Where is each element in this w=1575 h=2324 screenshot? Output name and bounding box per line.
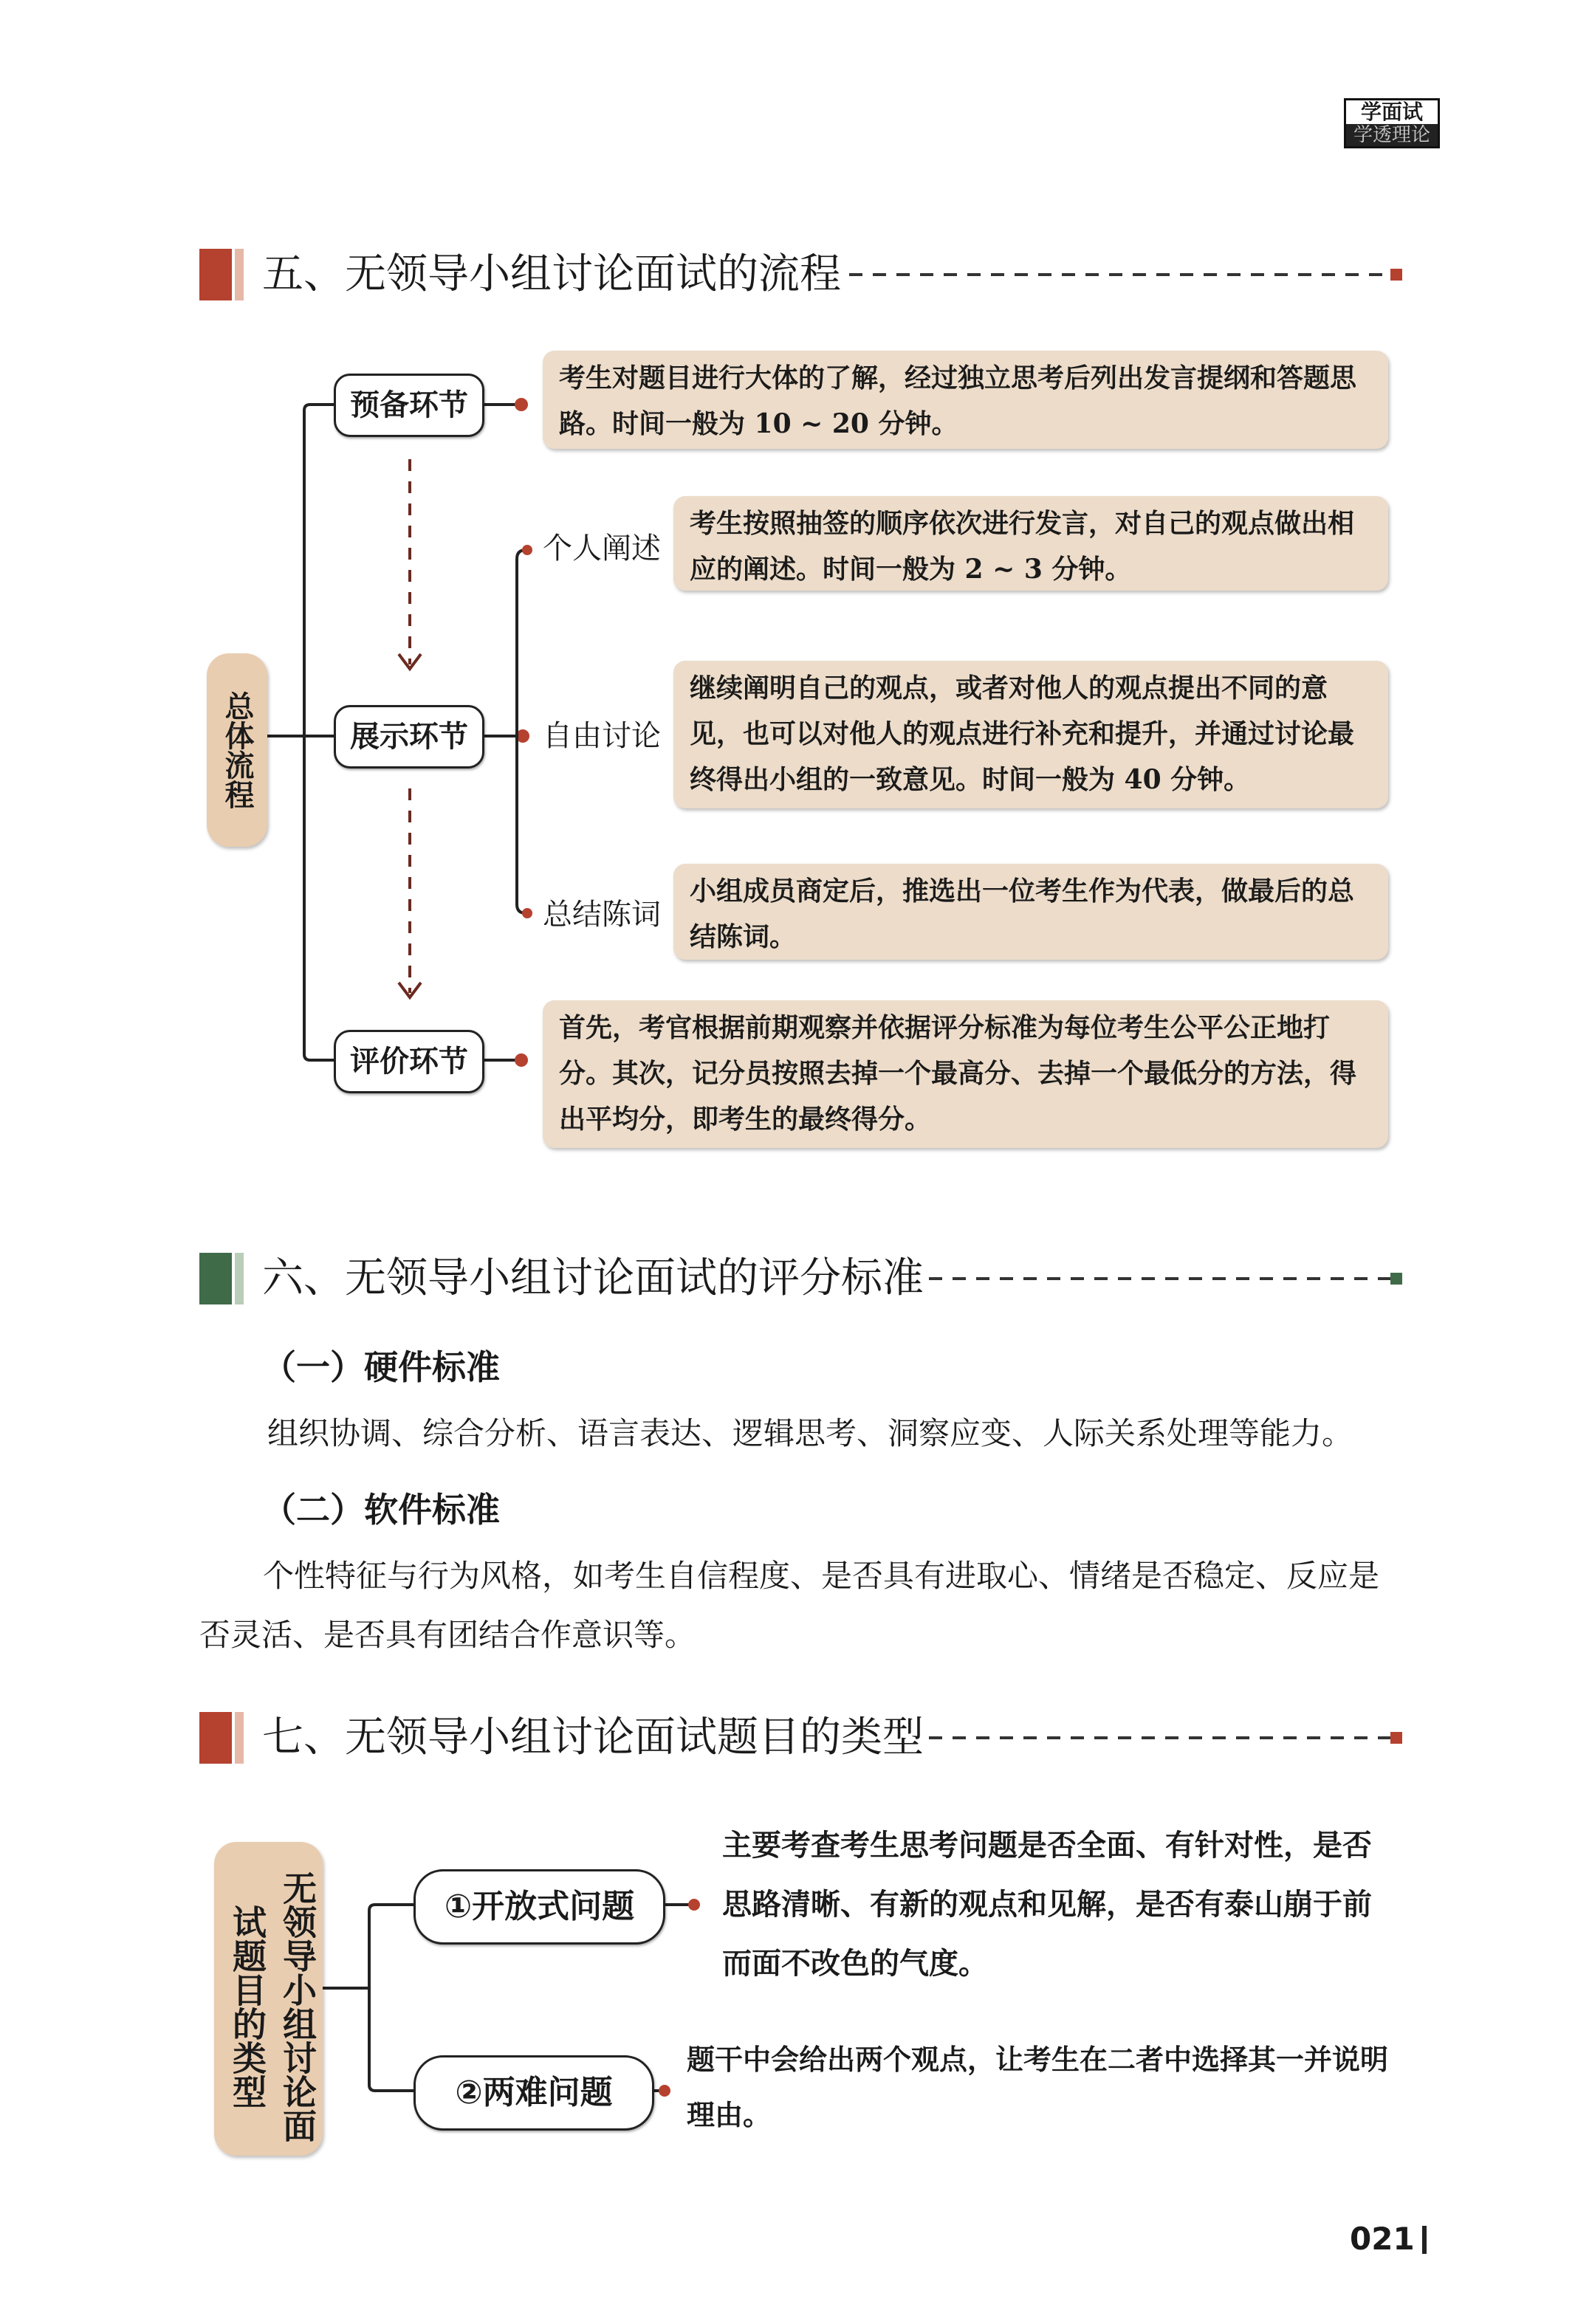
stage-presentation-label: 展示环节	[350, 720, 468, 754]
heading-marker	[199, 249, 232, 300]
logo-top: 学面试	[1346, 100, 1438, 124]
note-preparation: 考生对题目进行大体的了解，经过独立思考后列出发言提纲和答题思路。时间一般为 10 ~ 20 分钟。	[543, 351, 1388, 449]
stage-presentation	[334, 705, 484, 769]
note-personal-statement: 考生按照抽签的顺序依次进行发言，对自己的观点做出相应的阐述。时间一般为 2 ~ 3 分钟。	[673, 496, 1388, 591]
logo-bottom: 学透理论	[1346, 124, 1438, 146]
section-6-title: 六、无领导小组讨论面试的评分标准	[262, 1254, 924, 1302]
note-closing-statement: 小组成员商定后，推选出一位考生作为代表，做最后的总结陈词。	[673, 864, 1388, 960]
section-7-title: 七、无领导小组讨论面试题目的类型	[262, 1713, 924, 1761]
soft-standard-heading: （二）软件标准	[262, 1490, 500, 1530]
stage-preparation: 预备环节	[334, 374, 484, 437]
heading-marker-stripe	[235, 1253, 244, 1304]
substep-free-discussion: 自由讨论	[543, 719, 661, 753]
type-open-question: ①开放式问题	[414, 1869, 665, 1945]
stage-evaluation: 评价环节	[334, 1030, 484, 1093]
soft-standard-text: 个性特征与行为风格，如考生自信程度、是否具有进取心、情绪是否稳定、反应是否灵活、是否具有团结合作意识等。	[199, 1558, 1380, 1653]
substep-closing-statement: 总结陈词	[543, 898, 661, 932]
series-logo	[1344, 98, 1440, 148]
root-total-process: 总体流程	[207, 653, 267, 847]
heading-marker	[199, 1253, 232, 1304]
heading-marker	[199, 1712, 232, 1764]
hard-standard-text: 组织协调、综合分析、语言表达、逻辑思考、洞察应变、人际关系处理等能力。	[267, 1415, 1353, 1451]
open-question-text: 主要考查考生思考问题是否全面、有针对性，是否思路清晰、有新的观点和见解，是否有泰山崩于前而面不改色的气度。	[722, 1828, 1372, 1981]
hard-standard-heading: （一）硬件标准	[262, 1347, 500, 1387]
substep-personal-statement: 个人阐述	[543, 532, 661, 565]
section-5-title: 五、无领导小组讨论面试的流程	[262, 250, 841, 298]
page-number-bar	[1422, 2226, 1427, 2254]
type-dilemma-question: ②两难问题	[414, 2055, 654, 2131]
page-number: 021	[1350, 2221, 1415, 2257]
dilemma-question-text: 题干中会给出两个观点，让考生在二者中选择其一并说明理由。	[687, 2043, 1389, 2131]
heading-marker-stripe	[235, 1712, 244, 1764]
note-evaluation: 首先，考官根据前期观察并依据评分标准为每位考生公平公正地打分。其次，记分员按照去掉一个最高分、去掉一个最低分的方法，得出平均分，即考生的最终得分。	[543, 1000, 1388, 1148]
root-question-types: 无领导小组讨论面试题目的类型	[214, 1842, 323, 2156]
note-free-discussion: 继续阐明自己的观点，或者对他人的观点提出不同的意见，也可以对他人的观点进行补充和提升，并通过讨论最终得出小组的一致意见。时间一般为 40 分钟。	[673, 661, 1388, 808]
heading-marker-stripe	[235, 249, 244, 300]
